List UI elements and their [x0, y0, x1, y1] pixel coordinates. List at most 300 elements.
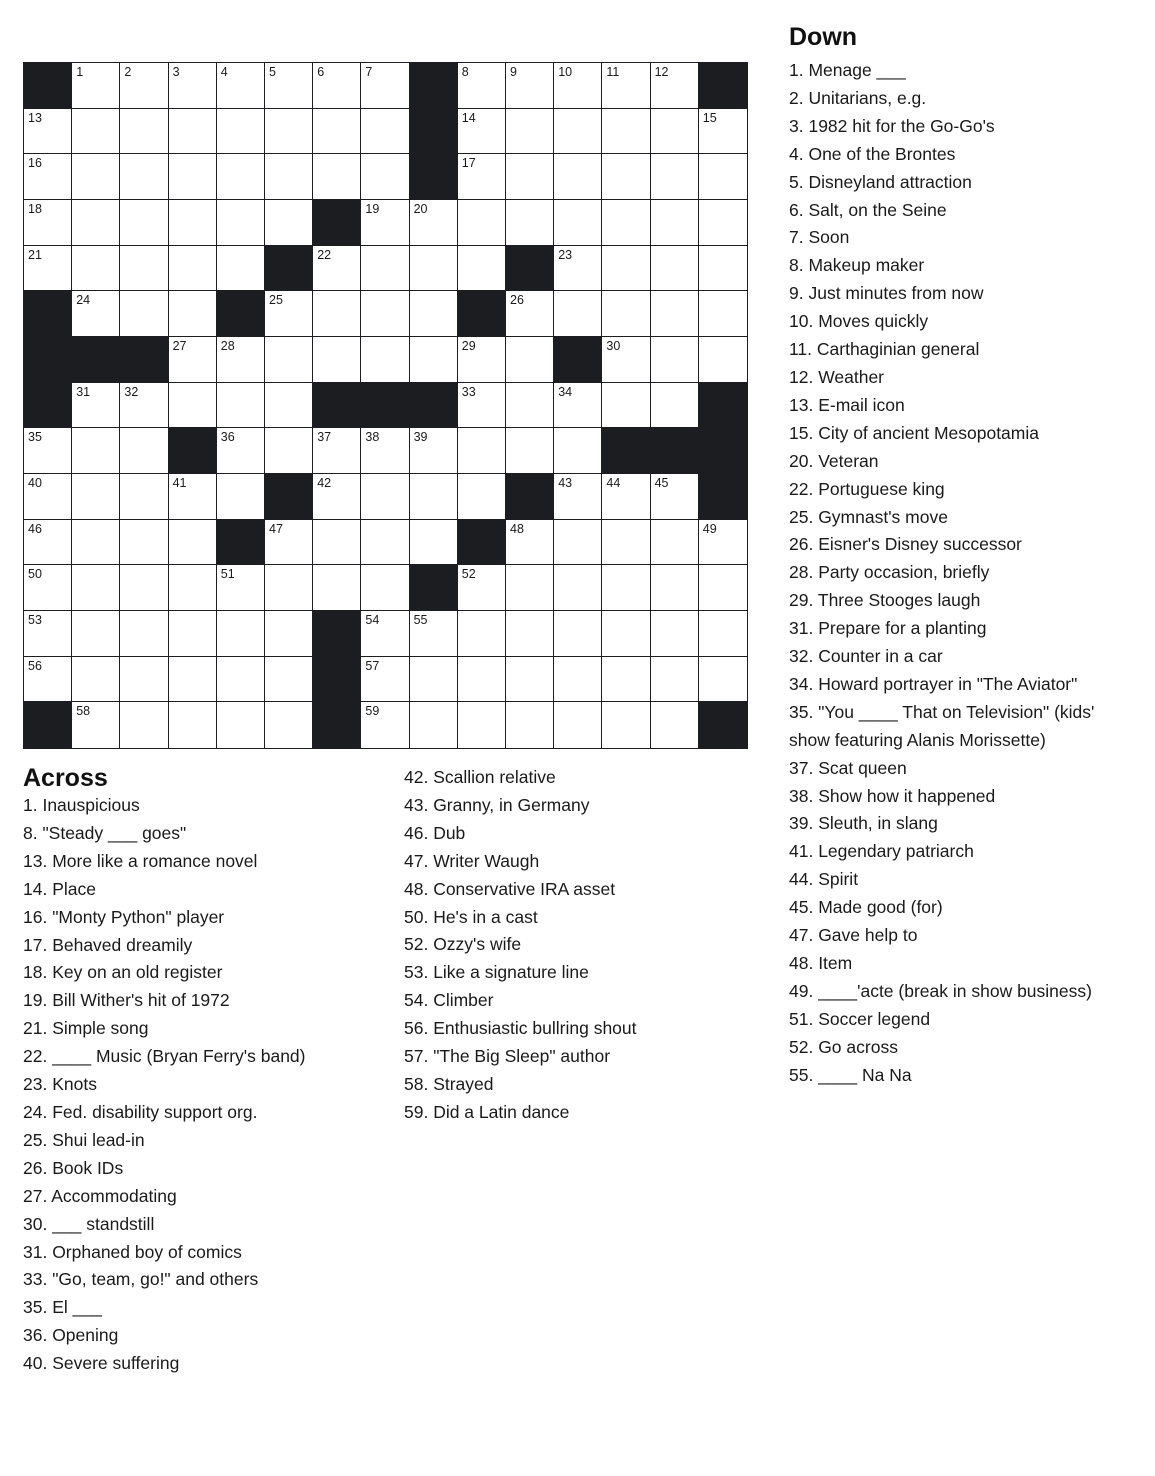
- down-clue[interactable]: 26. Eisner's Disney successor: [789, 534, 1022, 555]
- grid-cell[interactable]: [24, 428, 72, 474]
- across-clue[interactable]: 43. Granny, in Germany: [404, 794, 590, 815]
- down-clue[interactable]: 15. City of ancient Mesopotamia: [789, 422, 1039, 443]
- grid-cell[interactable]: [602, 383, 650, 429]
- down-clue[interactable]: 22. Portuguese king: [789, 478, 945, 499]
- grid-cell[interactable]: [24, 200, 72, 246]
- grid-cell[interactable]: [458, 337, 506, 383]
- grid-cell[interactable]: [169, 702, 217, 748]
- grid-cell[interactable]: [361, 63, 409, 109]
- across-clue[interactable]: 22. ____ Music (Bryan Ferry's band): [23, 1046, 306, 1067]
- grid-cell[interactable]: [120, 428, 168, 474]
- grid-cell[interactable]: [217, 109, 265, 155]
- down-clue[interactable]: 9. Just minutes from now: [789, 283, 984, 304]
- grid-cell[interactable]: [313, 63, 361, 109]
- grid-cell[interactable]: [458, 474, 506, 520]
- grid-cell[interactable]: [651, 63, 699, 109]
- grid-cell[interactable]: [699, 337, 747, 383]
- grid-cell[interactable]: [602, 154, 650, 200]
- cell-number: 31: [76, 384, 91, 399]
- grid-cell[interactable]: [217, 428, 265, 474]
- grid-cell[interactable]: [602, 565, 650, 611]
- grid-cell[interactable]: [265, 291, 313, 337]
- black-square: [313, 383, 361, 429]
- grid-cell[interactable]: [602, 474, 650, 520]
- down-clue[interactable]: 37. Scat queen: [789, 757, 907, 778]
- grid-cell[interactable]: [361, 657, 409, 703]
- grid-cell[interactable]: [72, 474, 120, 520]
- grid-cell[interactable]: [361, 246, 409, 292]
- grid-cell[interactable]: [554, 383, 602, 429]
- down-clue[interactable]: 1. Menage ___: [789, 60, 906, 80]
- across-clue[interactable]: 8. "Steady ___ goes": [23, 822, 187, 843]
- grid-cell[interactable]: [217, 565, 265, 611]
- grid-cell[interactable]: [24, 657, 72, 703]
- down-clue[interactable]: 28. Party occasion, briefly: [789, 562, 990, 583]
- across-clue[interactable]: 23. Knots: [23, 1074, 97, 1095]
- grid-cell[interactable]: [72, 611, 120, 657]
- grid-cell[interactable]: [651, 154, 699, 200]
- down-clue[interactable]: 6. Salt, on the Seine: [789, 199, 947, 220]
- across-clue[interactable]: 19. Bill Wither's hit of 1972: [23, 990, 230, 1011]
- down-clue[interactable]: 48. Item: [789, 953, 853, 973]
- grid-cell[interactable]: [651, 702, 699, 748]
- black-square: [458, 291, 506, 337]
- grid-cell[interactable]: [410, 702, 458, 748]
- grid-cell[interactable]: [602, 291, 650, 337]
- down-clue[interactable]: 55. ____ Na Na: [789, 1064, 912, 1085]
- grid-cell[interactable]: [458, 63, 506, 109]
- grid-cell[interactable]: [361, 428, 409, 474]
- across-clue[interactable]: 42. Scallion relative: [404, 767, 556, 787]
- cell-number: 53: [28, 613, 42, 627]
- grid-cell[interactable]: [120, 474, 168, 520]
- grid-cell[interactable]: [554, 702, 602, 748]
- grid-cell[interactable]: [72, 520, 120, 566]
- grid-cell[interactable]: [361, 154, 409, 200]
- grid-cell[interactable]: [361, 337, 409, 383]
- down-clue[interactable]: 44. Spirit: [789, 869, 859, 890]
- grid-cell[interactable]: [506, 565, 554, 611]
- grid-cell[interactable]: [458, 109, 506, 155]
- grid-cell[interactable]: [72, 565, 120, 611]
- across-clue[interactable]: 27. Accommodating: [23, 1185, 177, 1206]
- across-clue[interactable]: 36. Opening: [23, 1325, 119, 1346]
- down-clue[interactable]: 31. Prepare for a planting: [789, 618, 987, 639]
- grid-cell[interactable]: [651, 474, 699, 520]
- grid-cell[interactable]: [72, 291, 120, 337]
- grid-cell[interactable]: [169, 154, 217, 200]
- grid-cell[interactable]: [120, 520, 168, 566]
- grid-cell[interactable]: [506, 200, 554, 246]
- grid-cell[interactable]: [699, 611, 747, 657]
- grid-cell[interactable]: [554, 200, 602, 246]
- grid-cell[interactable]: [72, 63, 120, 109]
- grid-cell[interactable]: [169, 520, 217, 566]
- grid-cell[interactable]: [217, 154, 265, 200]
- grid-cell[interactable]: [602, 200, 650, 246]
- down-clue[interactable]: 38. Show how it happened: [789, 785, 996, 806]
- grid-cell[interactable]: [506, 702, 554, 748]
- grid-cell[interactable]: [361, 200, 409, 246]
- grid-cell[interactable]: [410, 474, 458, 520]
- down-clue[interactable]: 20. Veteran: [789, 450, 879, 471]
- across-clue[interactable]: 48. Conservative IRA asset: [404, 878, 616, 899]
- grid-cell[interactable]: [361, 565, 409, 611]
- black-square: [506, 246, 554, 292]
- grid-cell[interactable]: [265, 428, 313, 474]
- grid-cell[interactable]: [506, 611, 554, 657]
- black-square: [651, 428, 699, 474]
- grid-cell[interactable]: [554, 474, 602, 520]
- down-clue[interactable]: 39. Sleuth, in slang: [789, 813, 938, 834]
- grid-cell[interactable]: [169, 337, 217, 383]
- grid-cell[interactable]: [602, 520, 650, 566]
- grid-cell[interactable]: [602, 63, 650, 109]
- grid-cell[interactable]: [651, 657, 699, 703]
- grid-cell[interactable]: [24, 565, 72, 611]
- grid-cell[interactable]: [361, 474, 409, 520]
- grid-cell[interactable]: [554, 565, 602, 611]
- grid-cell[interactable]: [506, 291, 554, 337]
- cell-number: 15: [702, 110, 717, 125]
- down-clue[interactable]: 13. E-mail icon: [789, 394, 905, 415]
- cell-number: 23: [558, 247, 573, 262]
- cell-number: 37: [317, 430, 332, 445]
- grid-cell[interactable]: [554, 291, 602, 337]
- down-clue[interactable]: 11. Carthaginian general: [789, 339, 980, 360]
- cell-number: 58: [76, 704, 91, 719]
- cell-number: 48: [510, 521, 524, 536]
- grid-cell[interactable]: [217, 474, 265, 520]
- grid-cell[interactable]: [313, 154, 361, 200]
- across-clue[interactable]: 59. Did a Latin dance: [404, 1101, 570, 1122]
- down-clue[interactable]: 10. Moves quickly: [789, 311, 929, 332]
- grid-cell[interactable]: [313, 109, 361, 155]
- grid-cell[interactable]: [72, 200, 120, 246]
- grid-cell[interactable]: [72, 383, 120, 429]
- grid-cell[interactable]: [554, 657, 602, 703]
- grid-cell[interactable]: [458, 200, 506, 246]
- black-square: [699, 63, 747, 109]
- cell-number: 45: [654, 476, 669, 490]
- grid-cell[interactable]: [699, 657, 747, 703]
- grid-cell[interactable]: [169, 565, 217, 611]
- across-clue[interactable]: 1. Inauspicious: [23, 795, 140, 815]
- across-clue[interactable]: 13. More like a romance novel: [23, 850, 258, 871]
- grid-cell[interactable]: [265, 520, 313, 566]
- grid-cell[interactable]: [410, 520, 458, 566]
- grid-cell[interactable]: [265, 337, 313, 383]
- cell-number: 16: [28, 156, 42, 171]
- black-square: [120, 337, 168, 383]
- grid-cell[interactable]: [651, 200, 699, 246]
- grid-cell[interactable]: [699, 520, 747, 566]
- across-clue[interactable]: 16. "Monty Python" player: [23, 906, 225, 927]
- grid-cell[interactable]: [458, 428, 506, 474]
- across-clue[interactable]: 52. Ozzy's wife: [404, 934, 522, 955]
- grid-cell[interactable]: [554, 63, 602, 109]
- across-clue[interactable]: 30. ___ standstill: [23, 1213, 155, 1234]
- grid-cell[interactable]: [554, 611, 602, 657]
- grid-cell[interactable]: [120, 109, 168, 155]
- grid-cell[interactable]: [169, 200, 217, 246]
- black-square: [24, 702, 72, 748]
- across-clue[interactable]: 53. Like a signature line: [404, 962, 589, 983]
- grid-cell[interactable]: [169, 63, 217, 109]
- grid-cell[interactable]: [313, 520, 361, 566]
- black-square: [313, 702, 361, 748]
- down-clue[interactable]: 52. Go across: [789, 1036, 898, 1057]
- black-square: [24, 291, 72, 337]
- black-square: [554, 337, 602, 383]
- grid-cell[interactable]: [72, 154, 120, 200]
- across-clue[interactable]: 33. "Go, team, go!" and others: [23, 1269, 259, 1290]
- grid-cell[interactable]: [699, 154, 747, 200]
- grid-cell[interactable]: [217, 611, 265, 657]
- grid-cell[interactable]: [24, 154, 72, 200]
- grid-cell[interactable]: [699, 565, 747, 611]
- grid-cell[interactable]: [361, 611, 409, 657]
- across-clue[interactable]: 26. Book IDs: [23, 1157, 124, 1178]
- grid-cell[interactable]: [265, 383, 313, 429]
- across-clue[interactable]: 17. Behaved dreamily: [23, 934, 193, 955]
- black-square: [313, 657, 361, 703]
- grid-cell[interactable]: [458, 702, 506, 748]
- grid-cell[interactable]: [506, 520, 554, 566]
- grid-cell[interactable]: [506, 109, 554, 155]
- across-clue[interactable]: 56. Enthusiastic bullring shout: [404, 1018, 637, 1039]
- grid-cell[interactable]: [169, 474, 217, 520]
- grid-cell[interactable]: [361, 520, 409, 566]
- down-clue[interactable]: 51. Soccer legend: [789, 1008, 931, 1029]
- grid-cell[interactable]: [169, 246, 217, 292]
- across-clues-column-1: [23, 792, 306, 1378]
- down-clue[interactable]: 47. Gave help to: [789, 925, 918, 946]
- grid-cell[interactable]: [217, 657, 265, 703]
- grid-cell[interactable]: [72, 109, 120, 155]
- black-square: [265, 474, 313, 520]
- grid-cell[interactable]: [120, 611, 168, 657]
- grid-cell[interactable]: [506, 337, 554, 383]
- grid-cell[interactable]: [602, 337, 650, 383]
- grid-cell[interactable]: [651, 291, 699, 337]
- across-clue[interactable]: 54. Climber: [404, 990, 494, 1011]
- grid-cell[interactable]: [651, 611, 699, 657]
- grid-cell[interactable]: [699, 109, 747, 155]
- cell-number: 17: [461, 156, 476, 171]
- cell-number: 2: [124, 65, 132, 79]
- grid-cell[interactable]: [506, 63, 554, 109]
- grid-cell[interactable]: [265, 200, 313, 246]
- down-clue[interactable]: 25. Gymnast's move: [789, 506, 948, 527]
- down-clue[interactable]: 3. 1982 hit for the Go-Go's: [789, 115, 995, 136]
- grid-cell[interactable]: [169, 657, 217, 703]
- grid-cell[interactable]: [120, 565, 168, 611]
- down-clue[interactable]: 2. Unitarians, e.g.: [789, 87, 927, 108]
- grid-cell[interactable]: [458, 565, 506, 611]
- down-clue[interactable]: 5. Disneyland attraction: [789, 171, 972, 192]
- grid-cell[interactable]: [313, 337, 361, 383]
- grid-cell[interactable]: [410, 200, 458, 246]
- grid-cell[interactable]: [554, 428, 602, 474]
- grid-cell[interactable]: [313, 246, 361, 292]
- grid-cell[interactable]: [458, 657, 506, 703]
- grid-cell[interactable]: [217, 337, 265, 383]
- grid-cell[interactable]: [554, 154, 602, 200]
- across-clue[interactable]: 35. El ___: [23, 1297, 102, 1318]
- grid-cell[interactable]: [651, 565, 699, 611]
- across-heading: Across: [23, 764, 108, 792]
- cell-number: 30: [606, 339, 621, 353]
- grid-cell[interactable]: [169, 611, 217, 657]
- grid-cell[interactable]: [410, 428, 458, 474]
- grid-cell[interactable]: [410, 337, 458, 383]
- grid-cell[interactable]: [313, 474, 361, 520]
- grid-cell[interactable]: [651, 383, 699, 429]
- down-clue[interactable]: 45. Made good (for): [789, 897, 943, 918]
- grid-cell[interactable]: [265, 702, 313, 748]
- down-clue[interactable]: 49. ____'acte (break in show business): [789, 980, 1092, 1001]
- grid-cell[interactable]: [169, 109, 217, 155]
- grid-cell[interactable]: [313, 565, 361, 611]
- grid-cell[interactable]: [313, 291, 361, 337]
- grid-cell[interactable]: [506, 428, 554, 474]
- cell-number: 18: [28, 202, 42, 216]
- grid-cell[interactable]: [217, 702, 265, 748]
- black-square: [506, 474, 554, 520]
- cell-number: 34: [558, 384, 573, 399]
- grid-cell[interactable]: [120, 63, 168, 109]
- down-clue[interactable]: 8. Makeup maker: [789, 255, 925, 276]
- grid-cell[interactable]: [361, 291, 409, 337]
- grid-cell[interactable]: [120, 200, 168, 246]
- grid-cell[interactable]: [554, 109, 602, 155]
- cell-number: 12: [654, 65, 669, 79]
- across-clue[interactable]: 18. Key on an old register: [23, 962, 223, 983]
- cell-number: 8: [461, 65, 469, 79]
- grid-cell[interactable]: [602, 657, 650, 703]
- down-clue[interactable]: 29. Three Stooges laugh: [789, 590, 981, 611]
- crossword-grid: [23, 62, 748, 749]
- grid-cell[interactable]: [24, 520, 72, 566]
- grid-cell[interactable]: [410, 657, 458, 703]
- across-clue[interactable]: 24. Fed. disability support org.: [23, 1101, 258, 1122]
- grid-cell[interactable]: [217, 63, 265, 109]
- grid-cell[interactable]: [699, 291, 747, 337]
- across-clue[interactable]: 14. Place: [23, 878, 96, 899]
- grid-cell[interactable]: [120, 657, 168, 703]
- grid-cell[interactable]: [699, 246, 747, 292]
- grid-cell[interactable]: [72, 246, 120, 292]
- grid-cell[interactable]: [72, 702, 120, 748]
- across-clue[interactable]: 47. Writer Waugh: [404, 850, 540, 871]
- grid-cell[interactable]: [458, 246, 506, 292]
- grid-cell[interactable]: [602, 109, 650, 155]
- grid-cell[interactable]: [24, 474, 72, 520]
- grid-cell[interactable]: [120, 246, 168, 292]
- grid-cell[interactable]: [24, 611, 72, 657]
- grid-cell[interactable]: [410, 611, 458, 657]
- grid-cell[interactable]: [602, 246, 650, 292]
- grid-cell[interactable]: [120, 383, 168, 429]
- grid-cell[interactable]: [651, 109, 699, 155]
- grid-cell[interactable]: [265, 63, 313, 109]
- down-clue[interactable]: 4. One of the Brontes: [789, 143, 956, 164]
- grid-cell[interactable]: [313, 428, 361, 474]
- grid-cell[interactable]: [120, 702, 168, 748]
- grid-cell[interactable]: [458, 383, 506, 429]
- grid-cell[interactable]: [506, 154, 554, 200]
- down-clue[interactable]: 35. "You ____ That on Television" (kids' show featuring Alanis Morissette): [789, 701, 1095, 750]
- across-clue[interactable]: 25. Shui lead-in: [23, 1129, 145, 1150]
- grid-cell[interactable]: [699, 200, 747, 246]
- grid-cell[interactable]: [24, 109, 72, 155]
- cell-number: 1: [76, 65, 84, 79]
- grid-cell[interactable]: [506, 383, 554, 429]
- grid-cell[interactable]: [602, 611, 650, 657]
- down-clue[interactable]: 12. Weather: [789, 366, 885, 387]
- grid-cell[interactable]: [265, 109, 313, 155]
- grid-cell[interactable]: [651, 337, 699, 383]
- down-clue[interactable]: 41. Legendary patriarch: [789, 841, 974, 862]
- grid-cell[interactable]: [265, 565, 313, 611]
- grid-cell[interactable]: [410, 246, 458, 292]
- grid-cell[interactable]: [217, 200, 265, 246]
- grid-cell[interactable]: [410, 291, 458, 337]
- grid-cell[interactable]: [120, 154, 168, 200]
- cell-number: 6: [317, 65, 325, 79]
- down-clue[interactable]: 7. Soon: [789, 227, 850, 248]
- grid-cell[interactable]: [506, 657, 554, 703]
- across-clue[interactable]: 58. Strayed: [404, 1073, 494, 1094]
- grid-cell[interactable]: [554, 246, 602, 292]
- grid-cell[interactable]: [265, 657, 313, 703]
- grid-cell[interactable]: [651, 520, 699, 566]
- grid-cell[interactable]: [265, 154, 313, 200]
- down-clue[interactable]: 34. Howard portrayer in "The Aviator": [789, 673, 1078, 694]
- grid-cell[interactable]: [120, 291, 168, 337]
- black-square: [410, 63, 458, 109]
- cell-number: 41: [172, 476, 187, 490]
- across-clue[interactable]: 31. Orphaned boy of comics: [23, 1241, 242, 1262]
- grid-cell[interactable]: [554, 520, 602, 566]
- black-square: [24, 63, 72, 109]
- grid-cell[interactable]: [217, 246, 265, 292]
- grid-cell[interactable]: [602, 702, 650, 748]
- grid-cell[interactable]: [265, 611, 313, 657]
- grid-cell[interactable]: [458, 154, 506, 200]
- across-clue[interactable]: 21. Simple song: [23, 1018, 149, 1039]
- across-clue[interactable]: 40. Severe suffering: [23, 1353, 180, 1374]
- grid-cell[interactable]: [458, 611, 506, 657]
- grid-cell[interactable]: [361, 109, 409, 155]
- grid-cell[interactable]: [169, 383, 217, 429]
- grid-cell[interactable]: [217, 383, 265, 429]
- cell-number: 25: [269, 293, 283, 308]
- black-square: [361, 383, 409, 429]
- grid-cell[interactable]: [651, 246, 699, 292]
- grid-cell[interactable]: [72, 657, 120, 703]
- across-clue[interactable]: 57. "The Big Sleep" author: [404, 1046, 611, 1067]
- grid-cell[interactable]: [24, 246, 72, 292]
- across-clue[interactable]: 46. Dub: [404, 822, 466, 843]
- down-clue[interactable]: 32. Counter in a car: [789, 646, 943, 667]
- grid-cell[interactable]: [169, 291, 217, 337]
- grid-cell[interactable]: [361, 702, 409, 748]
- cell-number: 7: [365, 65, 373, 79]
- across-clue[interactable]: 50. He's in a cast: [404, 906, 538, 927]
- grid-cell[interactable]: [72, 428, 120, 474]
